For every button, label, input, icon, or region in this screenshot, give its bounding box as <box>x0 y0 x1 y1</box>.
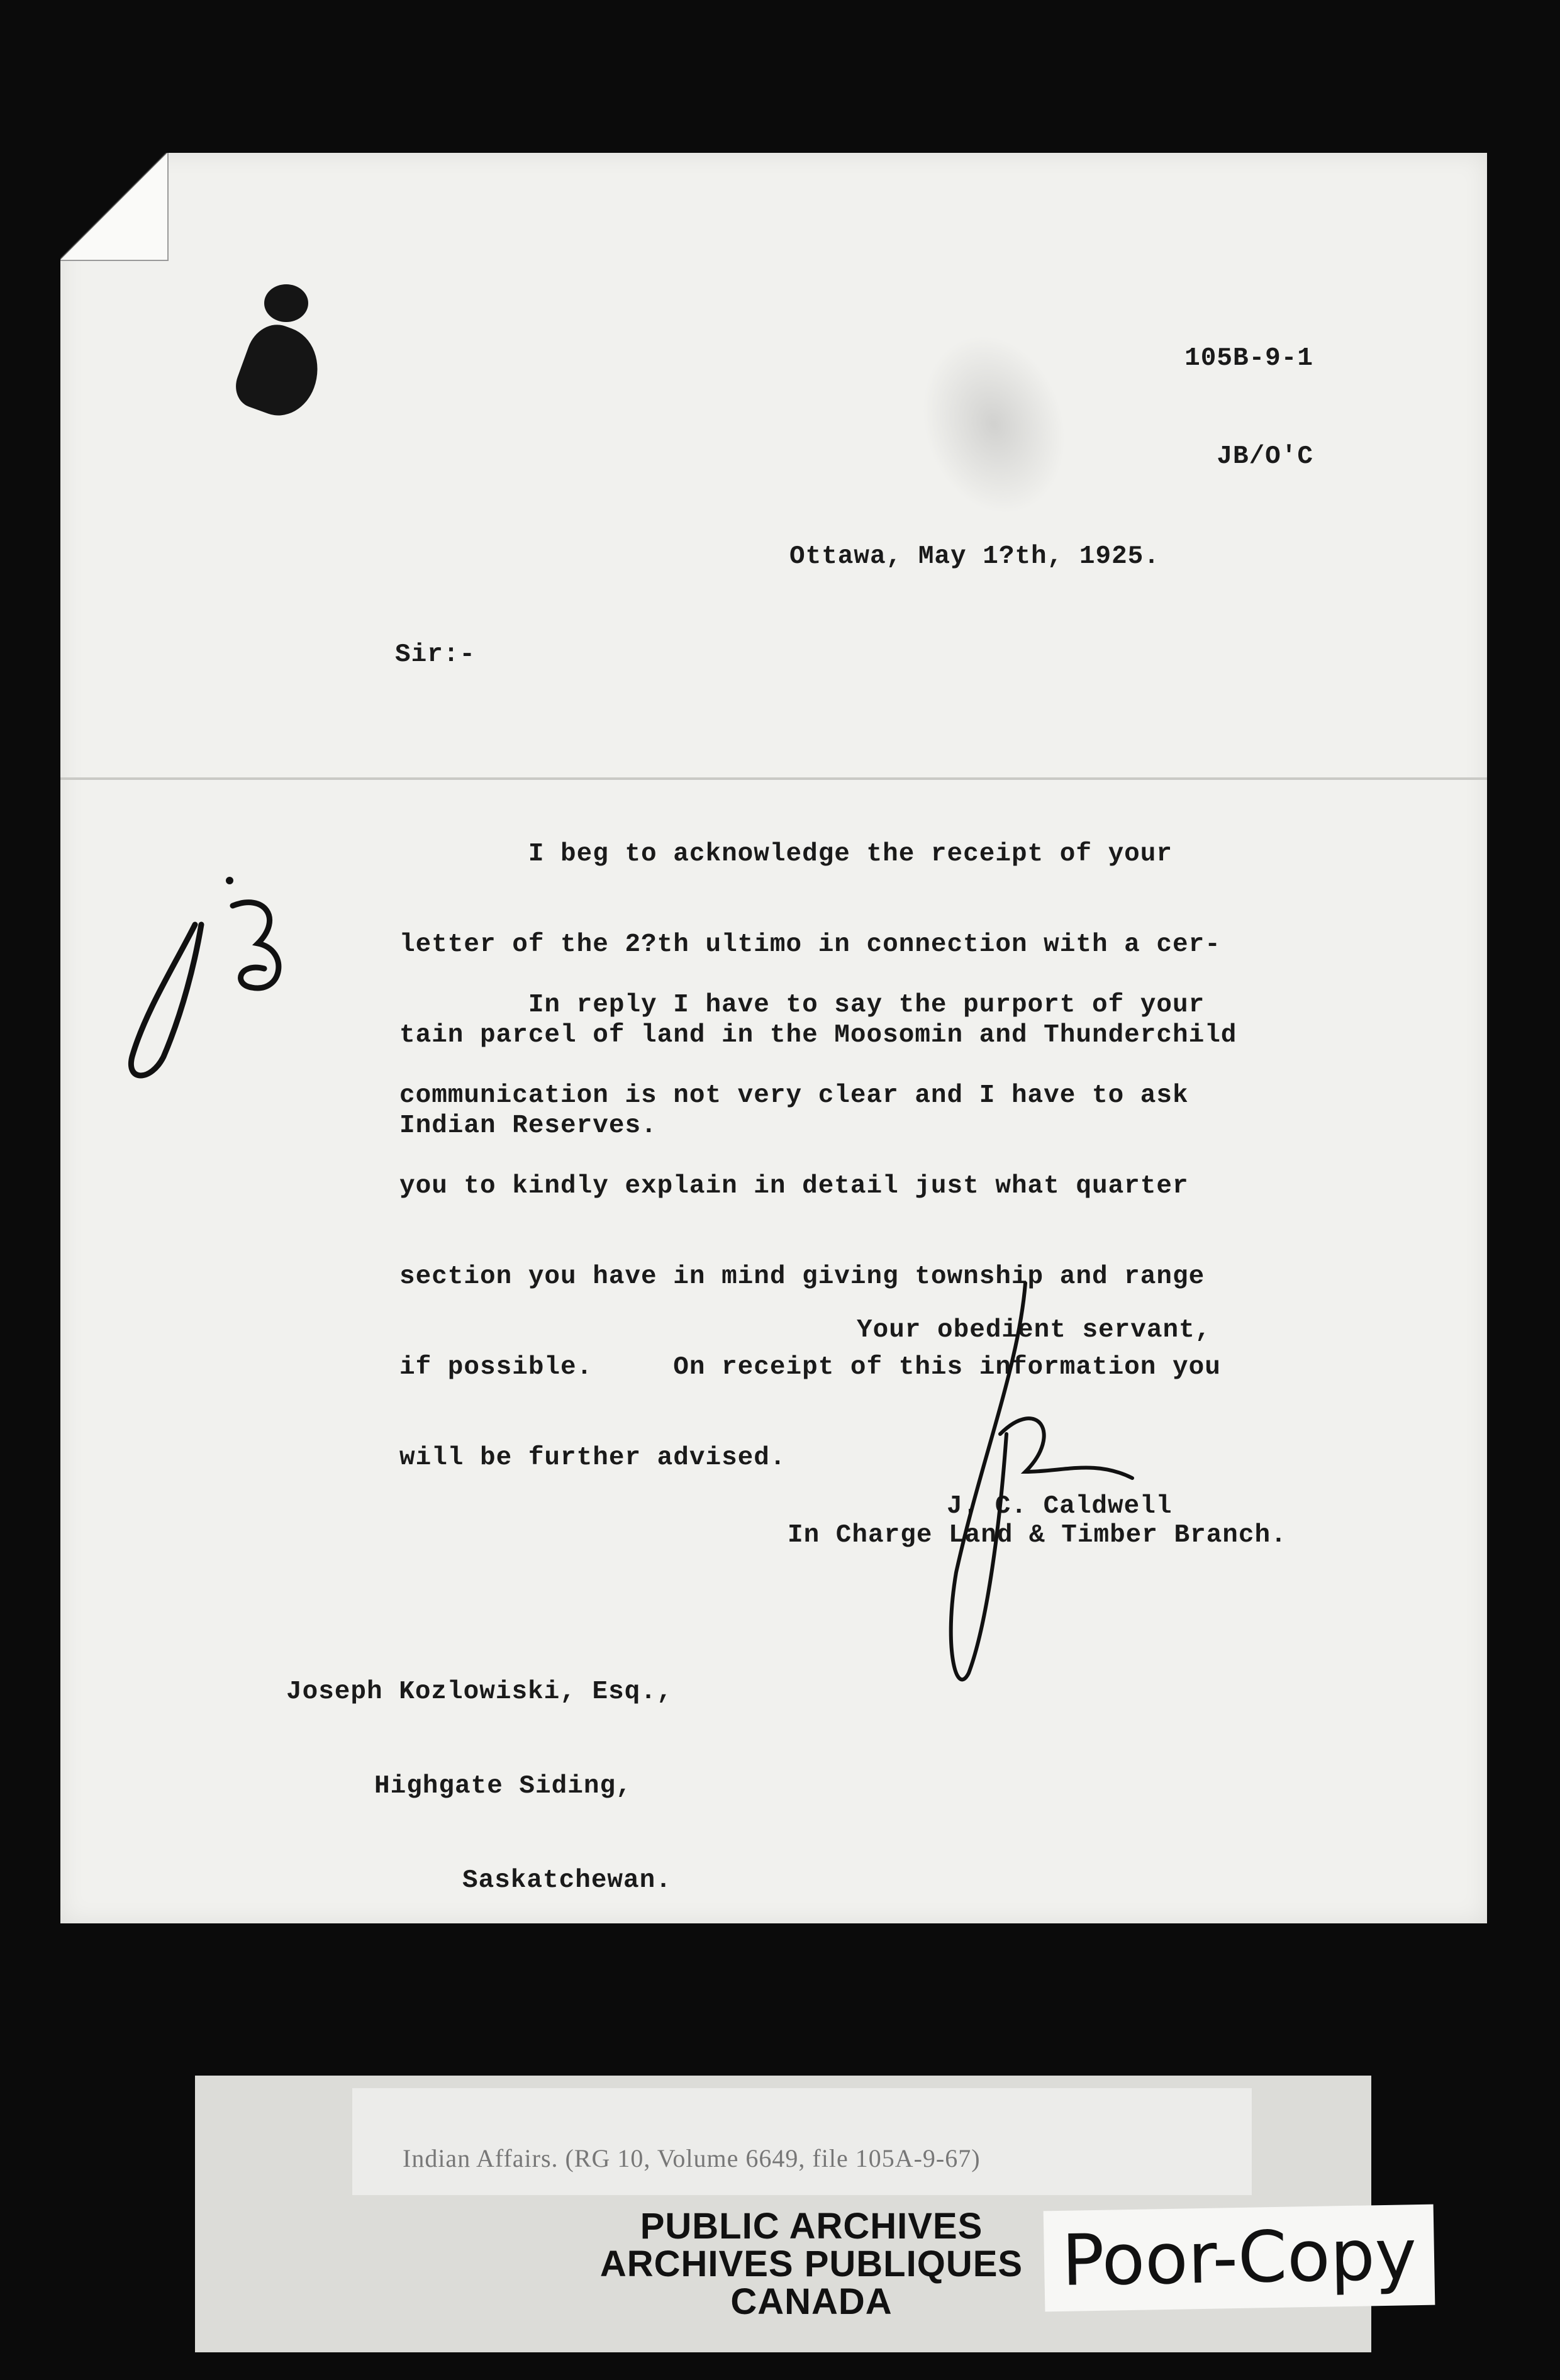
text-line: tain parcel of land in the Moosomin and Thunderchild <box>399 1021 1237 1050</box>
institution-line: CANADA <box>730 2281 893 2322</box>
poor-copy-note: Poor-Copy <box>1044 2205 1435 2312</box>
text-line: communication is not very clear and I have to ask <box>399 1081 1189 1110</box>
handwritten-signature <box>931 1271 1157 1698</box>
institution-line: ARCHIVES PUBLIQUES <box>599 2244 1023 2284</box>
text-line: Indian Reserves. <box>399 1111 657 1140</box>
text-line: will be further advised. <box>399 1443 786 1472</box>
dateline: Ottawa, May 1?th, 1925. <box>789 542 1160 571</box>
text-line: letter of the 2?th ultimo in connection with a cer- <box>399 930 1221 959</box>
file-number: 105B-9-1 <box>1184 344 1313 373</box>
text-line: if possible. On receipt of this information you <box>399 1353 1221 1382</box>
margin-initials <box>120 868 333 1094</box>
closing: Your obedient servant, <box>857 1316 1212 1345</box>
text-line: you to kindly explain in detail just what quarter <box>399 1172 1189 1201</box>
recipient-province: Saskatchewan. <box>462 1866 672 1895</box>
ink-blot <box>264 284 308 322</box>
public-archives-stamp <box>566 2208 1057 2321</box>
recipient-name: Joseph Kozlowiski, Esq., <box>286 1677 673 1706</box>
signatory-title: In Charge Land & Timber Branch. <box>788 1521 1287 1550</box>
archive-label-card <box>352 2088 1252 2195</box>
folded-corner <box>60 153 169 261</box>
text-line: I beg to acknowledge the receipt of your <box>399 840 1173 869</box>
recipient-address <box>286 1613 673 1928</box>
institution-line: PUBLIC ARCHIVES <box>640 2206 983 2247</box>
text-line: section you have in mind giving township and range <box>399 1262 1205 1291</box>
file-reference <box>1184 277 1313 506</box>
typist-initials: JB/O'C <box>1217 442 1313 471</box>
recipient-locality: Highgate Siding, <box>374 1772 632 1801</box>
archive-reference: Indian Affairs. (RG 10, Volume 6649, file 105A-9-67) <box>403 2144 981 2172</box>
salutation: Sir:- <box>395 640 476 669</box>
text-line: In reply I have to say the purport of your <box>399 991 1205 1020</box>
signatory-name: J. C. Caldwell <box>947 1492 1173 1521</box>
